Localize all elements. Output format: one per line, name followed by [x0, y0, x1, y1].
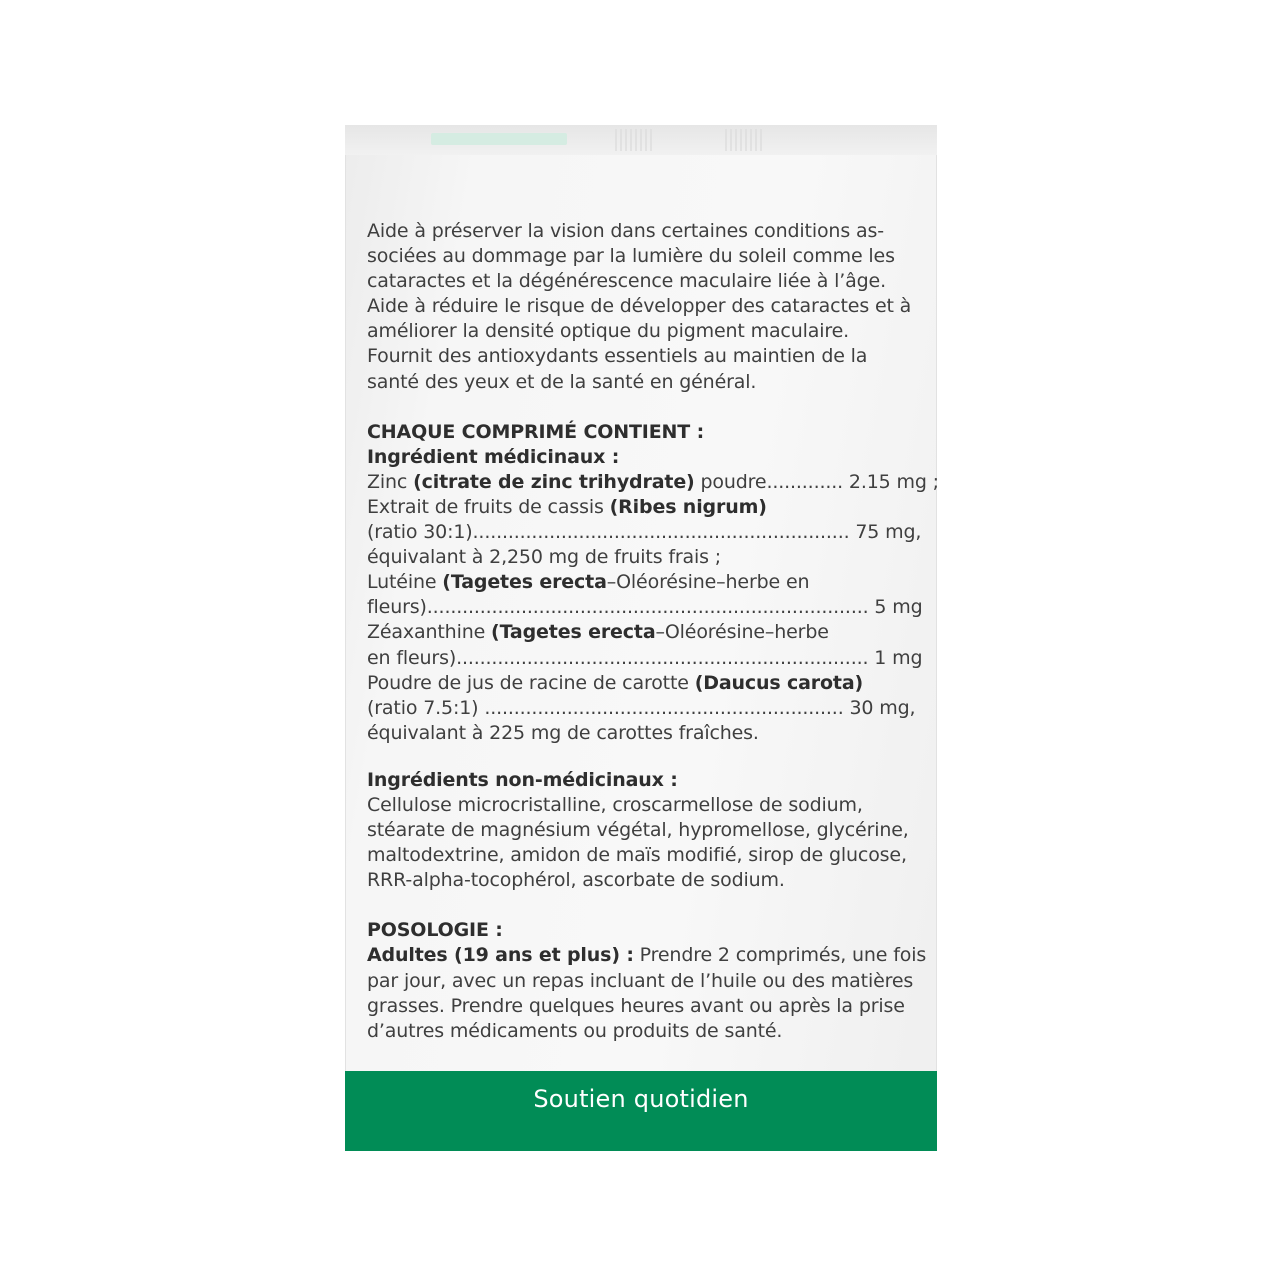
intro-line: Fournit des antioxydants essentiels au maintien de la: [367, 345, 868, 368]
dosage-heading: POSOLOGIE :: [367, 919, 503, 942]
box-top-flap: [345, 125, 937, 155]
ingredient-text: (ratio 7.5:1) ............................................................. 30 mg,: [367, 696, 916, 719]
faded-print-decoration: [725, 129, 765, 151]
nonmedicinal-line: maltodextrine, amidon de maïs modifié, sirop de glucose,: [367, 844, 907, 867]
product-box-back-panel: [345, 125, 937, 1151]
faded-print-decoration: [615, 129, 655, 151]
dosage-paragraph: [367, 969, 927, 1044]
ingredient-text: fleurs)........................................................................... 5 mg: [367, 596, 923, 619]
each-tablet-heading: CHAQUE COMPRIMÉ CONTIENT :: [367, 420, 705, 443]
footer-band: [345, 1071, 937, 1151]
intro-line: cataractes et la dégénérescence maculaire liée à l’âge.: [367, 270, 886, 293]
medicinal-line: [367, 495, 927, 520]
label-text: [367, 219, 939, 1044]
ingredient-text: –Oléorésine–herbe en: [606, 571, 810, 594]
medicinal-line: [367, 545, 927, 570]
medicinal-ingredients-list: [367, 470, 939, 746]
intro-paragraph: [367, 219, 927, 395]
ingredient-text: équivalant à 225 mg de carottes fraîches.: [367, 721, 759, 744]
ingredient-source-text: (citrate de zinc trihydrate): [413, 470, 695, 493]
ingredient-text: –Oléorésine–herbe: [655, 621, 829, 644]
green-swatch-decoration: [431, 133, 567, 145]
medicinal-line: [367, 595, 927, 620]
ingredient-text: poudre............. 2.15 mg ;: [694, 470, 939, 493]
dosage-first-line-text: Prendre 2 comprimés, une fois: [633, 944, 927, 967]
medicinal-line: [367, 470, 939, 495]
intro-line: santé des yeux et de la santé en général.: [367, 370, 757, 393]
medicinal-line: [367, 671, 927, 696]
nonmedicinal-line: stéarate de magnésium végétal, hypromellose, glycérine,: [367, 819, 909, 842]
ingredient-text: Extrait de fruits de cassis: [367, 495, 610, 518]
intro-line: sociées au dommage par la lumière du soleil comme les: [367, 245, 895, 268]
intro-line: améliorer la densité optique du pigment maculaire.: [367, 320, 850, 343]
ingredient-source-text: (Ribes nigrum): [609, 495, 767, 518]
nonmedicinal-ingredients-list: [367, 793, 927, 893]
medicinal-ingredients-heading: Ingrédient médicinaux :: [367, 445, 620, 468]
nonmedicinal-line: Cellulose microcristalline, croscarmellose de sodium,: [367, 793, 863, 816]
intro-line: Aide à préserver la vision dans certaines conditions as-: [367, 220, 884, 242]
medicinal-line: [367, 646, 927, 671]
dosage-line: par jour, avec un repas incluant de l’huile ou des matières: [367, 969, 914, 992]
ingredient-source-text: (Tagetes erecta: [491, 621, 656, 644]
medicinal-line: [367, 620, 927, 645]
ingredient-text: Zéaxanthine: [367, 621, 492, 644]
ingredient-text: (ratio 30:1)................................................................ 75 mg,: [367, 521, 922, 544]
ingredient-source-text: (Daucus carota): [694, 671, 864, 694]
ingredient-source-text: (Tagetes erecta: [442, 571, 607, 594]
intro-line: Aide à réduire le risque de développer des cataractes et à: [367, 295, 912, 318]
ingredient-text: Lutéine: [367, 571, 443, 594]
footer-label: Soutien quotidien: [533, 1085, 749, 1113]
dosage-line: d’autres médicaments ou produits de santé.: [367, 1019, 783, 1042]
ingredient-text: en fleurs)...................................................................... 1 mg: [367, 646, 923, 669]
nonmedicinal-line: RRR-alpha-tocophérol, ascorbate de sodium.: [367, 869, 785, 892]
ingredient-text: équivalant à 2,250 mg de fruits frais ;: [367, 546, 722, 569]
medicinal-line: [367, 721, 927, 746]
medicinal-line: [367, 696, 927, 721]
dosage-line: grasses. Prendre quelques heures avant ou après la prise: [367, 994, 905, 1017]
nonmedicinal-ingredients-heading: Ingrédients non-médicinaux :: [367, 768, 678, 791]
medicinal-line: [367, 570, 927, 595]
ingredient-text: Zinc: [367, 470, 414, 493]
medicinal-line: [367, 520, 927, 545]
ingredient-text: Poudre de jus de racine de carotte: [367, 671, 695, 694]
dosage-adults-label: Adultes (19 ans et plus) :: [367, 944, 634, 967]
dosage-first-line: [367, 943, 927, 968]
